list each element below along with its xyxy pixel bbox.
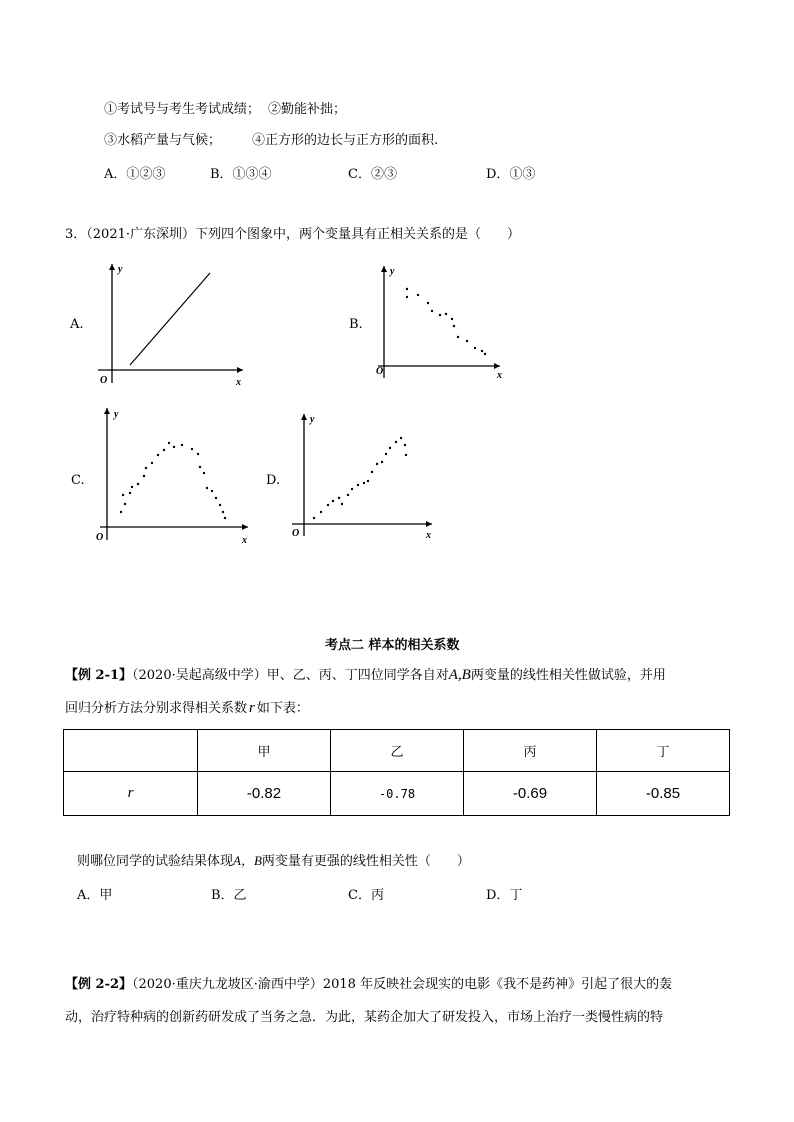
q3-stem: 3．（2021·广东深圳）下列四个图象中，两个变量具有正相关关系的是（ ）	[65, 227, 520, 242]
q2-option-d: D．①③	[486, 167, 536, 182]
example-2-1-option-d: D．丁	[486, 888, 523, 903]
example-2-2-tag: 【例 2-2】	[65, 977, 133, 992]
example-2-1-question-b: 两变量有更强的线性相关性（ ）	[261, 854, 470, 869]
example-2-1-text-a: （2020·吴起高级中学）甲、乙、丙、丁四位同学各自对	[132, 668, 449, 683]
graph-b-x-label: x	[497, 370, 502, 381]
example-2-1-question	[77, 852, 470, 871]
correlation-table	[63, 729, 730, 816]
q2-item-3: ③水稻产量与气候；	[104, 133, 222, 148]
table-header-empty	[64, 730, 198, 772]
graph-c-y-label: y	[114, 409, 119, 420]
example-2-1-question-vars: A，B	[233, 853, 262, 868]
example-2-1-option-a: A．甲	[77, 888, 113, 903]
table-row-label: r	[64, 772, 198, 816]
q2-option-c: C．②③	[348, 167, 397, 182]
section-title: 考点二 样本的相关系数	[325, 638, 460, 653]
graph-a-origin: O	[100, 375, 108, 386]
example-2-1-option-c: C．丙	[348, 888, 384, 903]
graph-a	[88, 258, 258, 390]
graph-c	[90, 404, 255, 544]
graph-a-line	[130, 273, 210, 365]
graph-d-y-label: y	[310, 414, 315, 425]
graph-b-points	[406, 288, 486, 355]
graph-a-y-label: y	[118, 264, 123, 275]
graph-c-x-label: x	[242, 535, 247, 544]
q2-item-4: ④正方形的边长与正方形的面积.	[252, 133, 439, 148]
example-2-1-vars: A,B	[448, 667, 471, 683]
table-header-jia: 甲	[198, 730, 331, 772]
graph-d-label: D.	[266, 473, 281, 488]
example-2-2-line-2: 动，治疗特种病的创新药研发成了当务之急．为此，某药企加大了研发投入，市场上治疗一类慢性病的特	[65, 1010, 664, 1025]
example-2-1-var-r: r	[249, 700, 255, 716]
q2-option-b: B．①③④	[210, 167, 272, 182]
example-2-1-line-2	[65, 699, 309, 718]
example-2-2-text-a: （2020·重庆九龙坡区·渝西中学）2018 年反映社会现实的电影《我不是药神》引起了很大的轰	[132, 977, 673, 992]
graph-c-origin: O	[96, 532, 104, 543]
example-2-1-line2-a: 回归分析方法分别求得相关系数	[65, 701, 248, 716]
graph-a-x-label: x	[236, 377, 241, 388]
table-header-row	[64, 730, 730, 772]
example-2-1-option-b: B．乙	[211, 888, 247, 903]
q2-item-2: ②勤能补拙；	[268, 102, 347, 117]
example-2-1-tag: 【例 2-1】	[65, 668, 133, 683]
table-header-yi: 乙	[331, 730, 464, 772]
graph-b	[370, 262, 510, 382]
example-2-1-question-a: 则哪位同学的试验结果体现	[77, 854, 234, 869]
graph-d	[286, 410, 438, 542]
table-cell-bing: -0.69	[464, 772, 597, 816]
example-2-1-line-1	[65, 666, 666, 685]
q2-option-a: A．①②③	[104, 167, 166, 182]
graph-d-origin: O	[292, 528, 300, 539]
example-2-2-line-1	[65, 976, 672, 994]
graph-c-label: C.	[71, 473, 85, 488]
q2-item-1: ①考试号与考生考试成绩；	[104, 102, 261, 117]
table-header-bing: 丙	[464, 730, 597, 772]
example-2-1-line2-b: 如下表：	[256, 701, 309, 716]
table-cell-yi: -0.78	[331, 772, 464, 816]
table-cell-jia: -0.82	[198, 772, 331, 816]
graph-d-points	[313, 437, 407, 519]
graph-b-y-label: y	[390, 266, 395, 277]
example-2-1-text-b: 两变量的线性相关性做试验，并用	[470, 668, 666, 683]
table-header-ding: 丁	[597, 730, 730, 772]
graph-c-points	[120, 442, 226, 519]
graph-d-x-label: x	[426, 530, 431, 541]
graph-b-label: B.	[349, 317, 363, 332]
table-cell-ding: -0.85	[597, 772, 730, 816]
graph-a-label: A.	[70, 317, 84, 332]
table-row	[64, 772, 730, 816]
graph-b-origin: O	[376, 366, 384, 377]
